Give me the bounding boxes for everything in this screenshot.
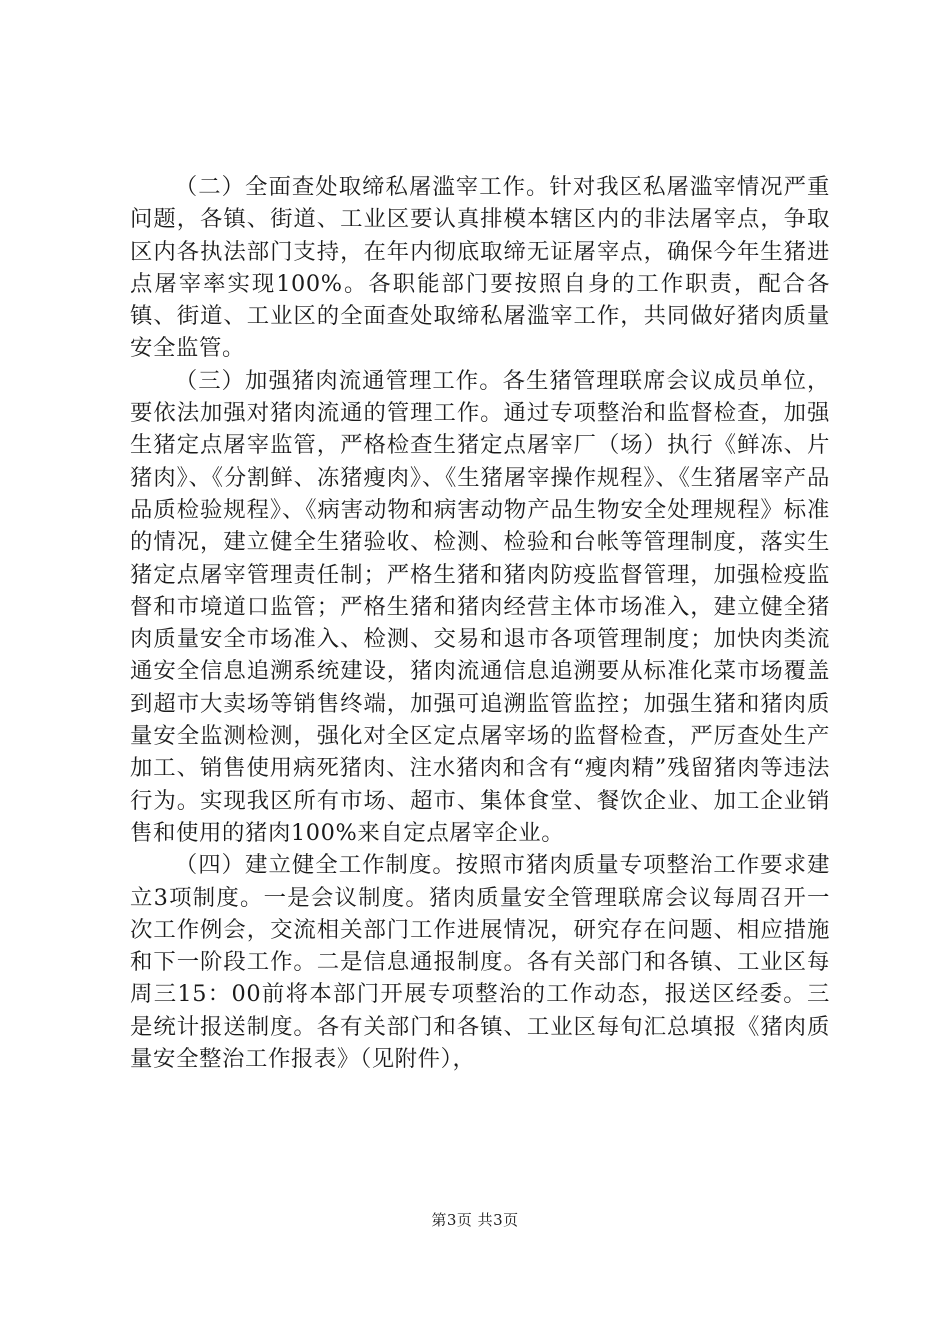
page-number-footer: 第3页 共3页 (431, 1211, 519, 1229)
paragraph-2-slaughter-crackdown: （二）全面查处取缔私屠滥宰工作。针对我区私屠滥宰情况严重问题，各镇、街道、工业区要认真排模本辖区内的非法屠宰点，争取区内各执法部门支持，在年内彻底取缔无证屠宰点，确保今年生猪进点屠宰率实现100%。各职能部门要按照自身的工作职责，配合各镇、街道、工业区的全面查处取缔私屠滥宰工作，共同做好猪肉质量安全监管。 (130, 174, 830, 362)
document-body (130, 171, 830, 1075)
paragraph-3-pork-circulation: （三）加强猪肉流通管理工作。各生猪管理联席会议成员单位，要依法加强对猪肉流通的管理工作。通过专项整治和监督检查，加强生猪定点屠宰监管，严格检查生猪定点屠宰厂（场）执行《鲜冻、片猪肉》、《分割鲜、冻猪瘦肉》、《生猪屠宰操作规程》、《生猪屠宰产品品质检验规程》、《病害动物和病害动物产品生物安全处理规程》标准的情况，建立健全生猪验收、检测、检验和台帐等管理制度，落实生猪定点屠宰管理责任制；严格生猪和猪肉防疫监督管理，加强检疫监督和市境道口监管；严格生猪和猪肉经营主体市场准入，建立健全猪肉质量安全市场准入、检测、交易和退市各项管理制度；加快肉类流通安全信息追溯系统建设，猪肉流通信息追溯要从标准化菜市场覆盖到超市大卖场等销售终端，加强可追溯监管监控；加强生猪和猪肉质量安全监测检测，强化对全区定点屠宰场的监督检查，严厉查处生产加工、销售使用病死猪肉、注水猪肉和含有“瘦肉精”残留猪肉等违法行为。实现我区所有市场、超市、集体食堂、餐饮企业、加工企业销售和使用的猪肉100%来自定点屠宰企业。 (130, 367, 830, 846)
paragraph-4-work-system: （四）建立健全工作制度。按照市猪肉质量专项整治工作要求建立3项制度。一是会议制度。猪肉质量安全管理联席会议每周召开一次工作例会，交流相关部门工作进展情况，研究存在问题、相应措施和下一阶段工作。二是信息通报制度。各有关部门和各镇、工业区每周三15：00前将本部门开展专项整治的工作动态，报送区经委。三是统计报送制度。各有关部门和各镇、工业区每旬汇总填报《猪肉质量安全整治工作报表》（见附件）， (130, 852, 830, 1073)
